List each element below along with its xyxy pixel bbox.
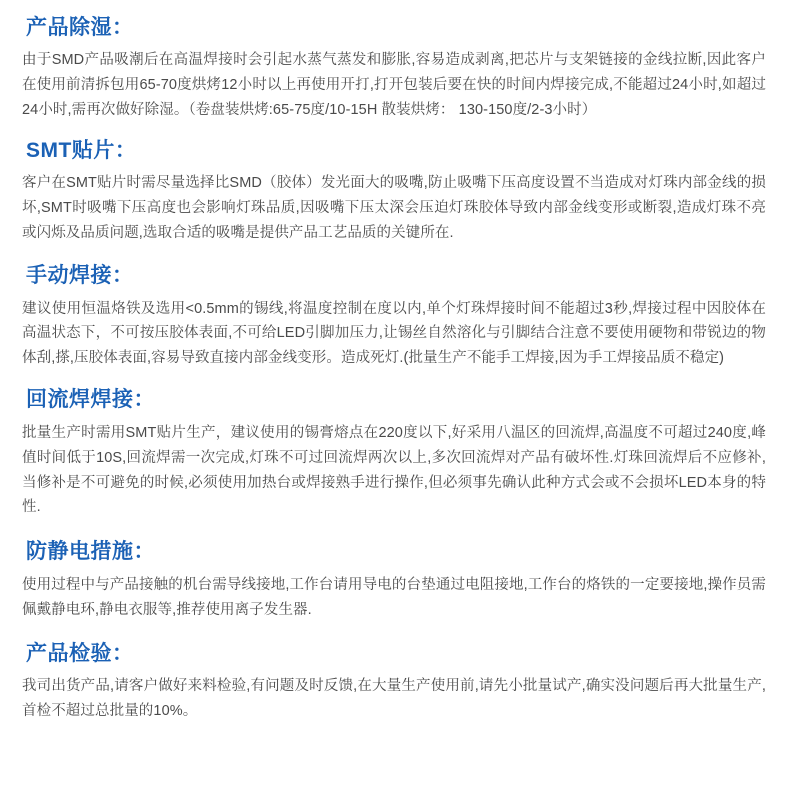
section-manual-soldering	[22, 262, 766, 371]
section-title: 产品检验：	[26, 641, 134, 665]
section-title: 手动焊接：	[26, 264, 134, 288]
section-product-inspection	[22, 640, 766, 724]
section-body: 使用过程中与产品接触的机台需导线接地,工作台请用导电的台垫通过电阻接地,工作台的烙铁的一定要接地,操作员需佩戴静电环,静电衣服等,推荐使用离子发生器.	[22, 576, 766, 618]
section-reflow-soldering	[22, 386, 766, 520]
section-smt-placement	[22, 137, 766, 246]
section-body: 批量生产时需用SMT贴片生产，建议使用的锡膏熔点在220度以下,好采用八温区的回流焊,高温度不可超过240度,峰值时间低于10S,回流焊需一次完成,灯珠不可过回流焊两次以上,多次回流焊对产品有破坏性.灯珠回流焊后不应修补,当修补是不可避免的时候,必须使用加热台或焊接熟手进行操作,但必须事先确认此种方式会或不会损坏LED本身的特性.	[22, 424, 766, 516]
section-title: SMT贴片：	[26, 139, 137, 163]
section-title: 产品除湿：	[26, 16, 134, 39]
section-esd-measures	[22, 538, 766, 622]
section-body: 客户在SMT贴片时需尽量选择比SMD（胶体）发光面大的吸嘴,防止吸嘴下压高度设置不当造成对灯珠内部金线的损坏,SMT时吸嘴下压高度也会影响灯珠品质,因吸嘴下压太深会压迫灯珠胶体导致内部金线变形或断裂,造成灯珠不亮或闪烁及品质问题,选取合适的吸嘴是提供产品工艺品质的关键所在.	[22, 175, 766, 242]
section-body: 建议使用恒温烙铁及选用<0.5mm的锡线,将温度控制在度以内,单个灯珠焊接时间不能超过3秒,焊接过程中因胶体在高温状态下，不可按压胶体表面,不可给LED引脚加压力,让锡丝自然溶化与引脚结合注意不要使用硬物和带锐边的物体刮,搽,压胶体表面,容易导致直接内部金线变形。造成死灯.(批量生产不能手工焊接,因为手工焊接品质不稳定)	[22, 300, 766, 367]
section-body: 由于SMD产品吸潮后在高温焊接时会引起水蒸气蒸发和膨胀,容易造成剥离,把芯片与支架链接的金线拉断,因此客户在使用前清拆包用65-70度烘烤12小时以上再使用开打,打开包装后要在快的时间内焊接完成,不能超过24小时,如超过24小时,需再次做好除湿。（卷盘装烘烤:65-75度/10-15H 散装烘烤： 130-150度/2-3小时）	[22, 52, 766, 119]
section-body: 我司出货产品,请客户做好来料检验,有问题及时反馈,在大量生产使用前,请先小批量试产,确实没问题后再大批量生产,首检不超过总批量的10%。	[22, 677, 766, 719]
section-dehumidification	[22, 14, 766, 123]
section-title: 防静电措施：	[26, 540, 155, 564]
section-title: 回流焊焊接：	[26, 388, 155, 412]
